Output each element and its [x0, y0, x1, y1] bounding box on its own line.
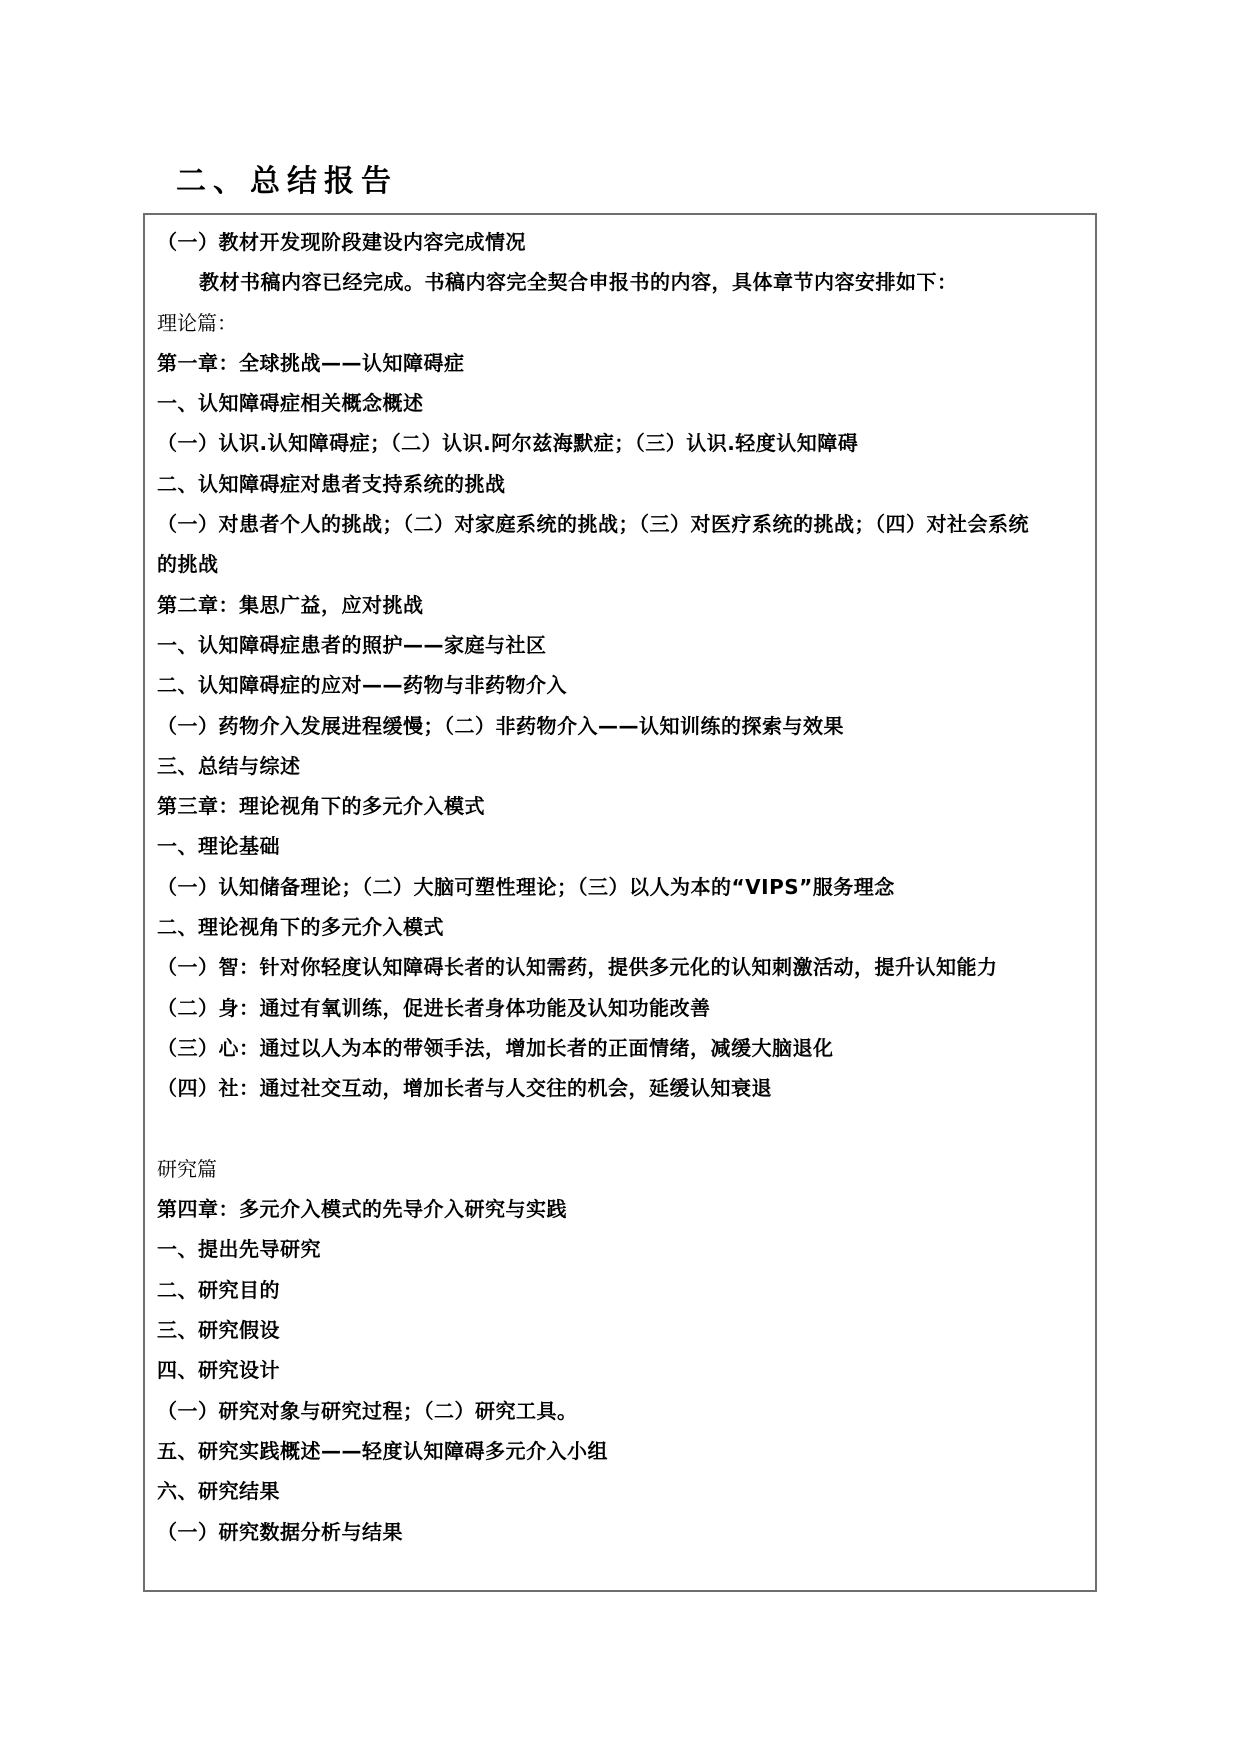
report-line: 理论篇： — [157, 310, 237, 335]
report-line: （一）研究对象与研究过程；（二）研究工具。 — [157, 1398, 578, 1423]
report-line: 二、理论视角下的多元介入模式 — [157, 915, 444, 940]
report-box — [143, 213, 1097, 1592]
report-line: 研究篇 — [157, 1156, 217, 1181]
report-line: 一、认知障碍症患者的照护——家庭与社区 — [157, 632, 547, 657]
report-line: （一）认知储备理论；（二）大脑可塑性理论；（三）以人为本的“VIPS”服务理念 — [157, 874, 895, 899]
report-line: 三、总结与综述 — [157, 753, 301, 778]
report-line: 一、理论基础 — [157, 834, 280, 859]
report-line: （四）社：通过社交互动，增加长者与人交往的机会，延缓认知衰退 — [157, 1076, 772, 1101]
report-line: 第二章：集思广益，应对挑战 — [157, 592, 424, 617]
report-line: （一）认识.认知障碍症；（二）认识.阿尔兹海默症；（三）认识.轻度认知障碍 — [157, 431, 859, 456]
report-line: 三、研究假设 — [157, 1318, 280, 1343]
report-line: 一、提出先导研究 — [157, 1237, 321, 1262]
report-line: 第三章：理论视角下的多元介入模式 — [157, 794, 485, 819]
report-line: （一）智：针对你轻度认知障碍长者的认知需药，提供多元化的认知刺激活动，提升认知能力 — [157, 955, 998, 980]
report-line: 六、研究结果 — [157, 1479, 280, 1504]
report-line: 二、认知障碍症对患者支持系统的挑战 — [157, 471, 506, 496]
report-line: 二、研究目的 — [157, 1277, 280, 1302]
page-heading: 二、总结报告 — [176, 164, 398, 199]
report-line: 第四章：多元介入模式的先导介入研究与实践 — [157, 1197, 567, 1222]
report-line: （三）心：通过以人为本的带领手法，增加长者的正面情绪，减缓大脑退化 — [157, 1035, 834, 1060]
report-line: （一）对患者个人的挑战；（二）对家庭系统的挑战；（三）对医疗系统的挑战；（四）对社会系统 — [157, 512, 1029, 537]
report-line: （一）研究数据分析与结果 — [157, 1519, 403, 1544]
report-line: 教材书稿内容已经完成。书稿内容完全契合申报书的内容，具体章节内容安排如下： — [199, 270, 958, 295]
report-line: 第一章：全球挑战——认知障碍症 — [157, 350, 465, 375]
report-line: （一）药物介入发展进程缓慢；（二）非药物介入——认知训练的探索与效果 — [157, 713, 844, 738]
report-line: 五、研究实践概述——轻度认知障碍多元介入小组 — [157, 1438, 608, 1463]
report-blank-line — [157, 1109, 1085, 1149]
report-line: （二）身：通过有氧训练，促进长者身体功能及认知功能改善 — [157, 995, 711, 1020]
report-line: 四、研究设计 — [157, 1358, 280, 1383]
report-line: （一）教材开发现阶段建设内容完成情况 — [157, 230, 526, 254]
report-line: 一、认知障碍症相关概念概述 — [157, 391, 424, 416]
report-line: 二、认知障碍症的应对——药物与非药物介入 — [157, 673, 567, 698]
report-line: 的挑战 — [157, 552, 219, 577]
